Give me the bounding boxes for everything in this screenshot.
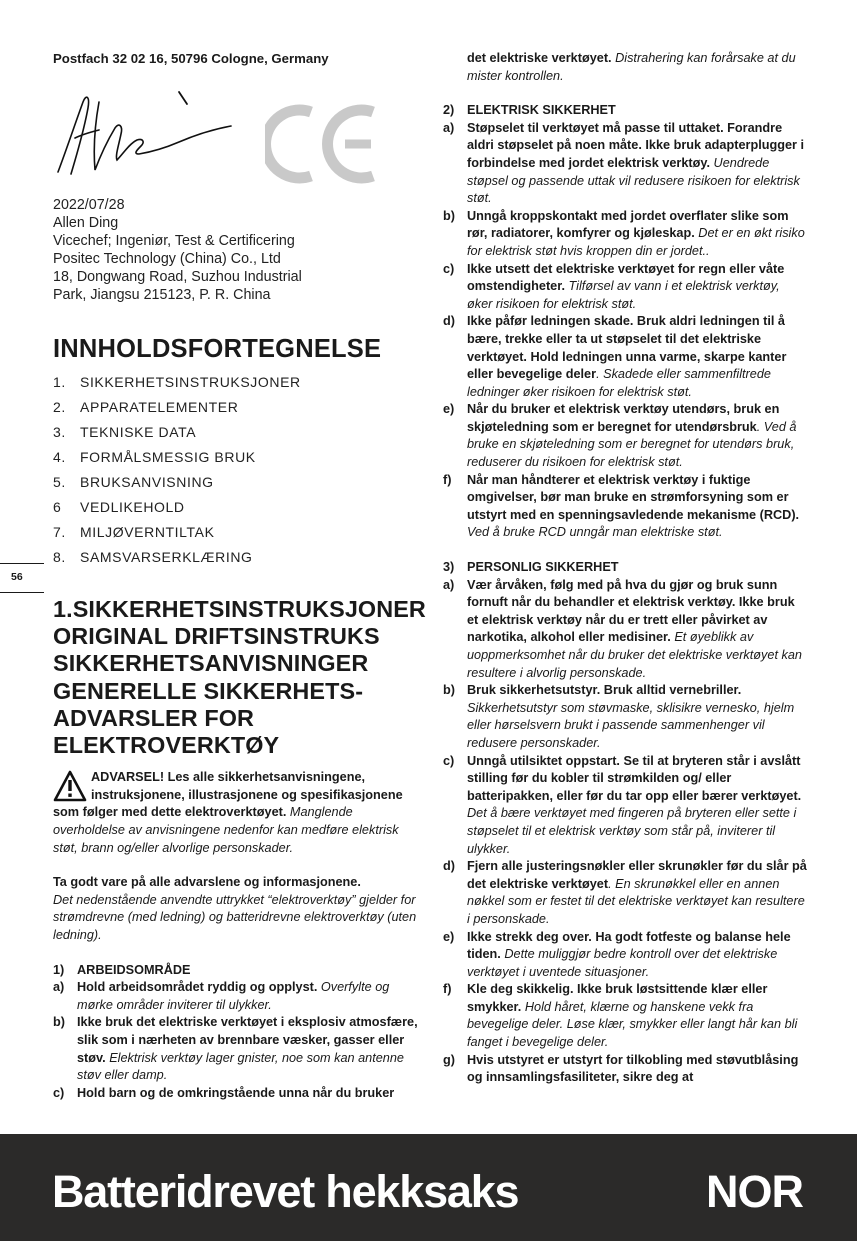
item-bold-text: Ikke påfør ledningen skade. Bruk aldri ledningen til å bære, trekke eller ta ut støpselet til det elektriske verktøyet. Hold ledningen unna varme, skarpe kanter eller bevegelige deler — [467, 314, 787, 382]
list-item — [443, 472, 808, 542]
item-bold-text: Ikke bruk det elektriske verktøyet i eksplosiv atmosfære, slik som i nærheten av brennbare væsker, gasser eller støv. — [77, 1015, 418, 1065]
list-item — [443, 753, 808, 859]
list-item — [443, 858, 808, 928]
toc-item — [53, 420, 418, 445]
toc-item-label: TEKNISKE DATA — [80, 424, 197, 440]
item-bold-text: Hold barn og de omkringstående unna når du bruker — [77, 1085, 395, 1100]
section-heading — [53, 962, 418, 980]
item-bold-text: Ikke utsett det elektriske verktøyet for regn eller våte omstendigheter. — [467, 261, 785, 294]
item-label: c) — [53, 1085, 65, 1100]
declarant-block — [53, 196, 418, 304]
toc-list — [53, 370, 418, 570]
safety-section-title — [53, 596, 426, 759]
item-bold-text: Bruk sikkerhetsutstyr. Bruk alltid vernebriller. — [467, 683, 742, 698]
section-title-line: 1.SIKKERHETSINSTRUKSJONER — [53, 596, 426, 622]
item-italic-text: Sikkerhetsutstyr som støvmaske, sklisikre vernesko, hjelm eller hørselsvern brukt i passende sammenhenger vil redusere personskader. — [467, 700, 795, 750]
manufacturer-address: Postfach 32 02 16, 50796 Cologne, Germany — [53, 51, 329, 66]
toc-item-number: 3. — [53, 424, 66, 440]
declarant-role: Vicechef; Ingeniør, Test & Certificering — [53, 233, 295, 249]
item-bold-text: Når man håndterer et elektrisk verktøy i fuktige omgivelser, bør man bruke en strømforsyning som er utstyrt med en spenningsavledende mekanisme (RCD). — [467, 472, 800, 522]
item-label: e) — [443, 402, 455, 417]
section-electrical-safety — [443, 102, 808, 542]
item-italic-text: Hold håret, klærne og hanskene vekk fra bevegelige deler. Løse klær, smykker eller langt hår kan bli fanget i bevegelige deler. — [467, 999, 798, 1050]
toc-item — [53, 520, 418, 545]
section-heading — [443, 102, 808, 120]
toc-item — [53, 370, 418, 395]
signature-image — [53, 84, 243, 184]
section-personal-safety — [443, 559, 808, 1087]
page-number: 56 — [11, 571, 23, 583]
ce-mark-icon — [265, 98, 385, 188]
item-label: g) — [443, 1052, 455, 1067]
item-italic-text: Et øyeblikk av uoppmerksomhet når du bruker det elektriske verktøyet kan resultere i alvorlig personskade. — [467, 630, 802, 680]
language-code: NOR — [706, 1166, 803, 1217]
list-item — [53, 1085, 418, 1103]
item-bold-text: Kle deg skikkelig. Ikke bruk løstsittende klær eller smykker. — [467, 982, 768, 1014]
item-italic-text: Distrahering kan forårsake at du mister kontrollen. — [467, 51, 796, 83]
section-title: ELEKTRISK SIKKERHET — [467, 103, 616, 118]
item-italic-text: Uendrede støpsel og passende uttak vil redusere risikoen for elektrisk støt. — [467, 155, 800, 206]
list-item — [53, 979, 418, 1014]
toc-item-label: FORMÅLSMESSIG BRUK — [80, 449, 256, 465]
list-item — [443, 682, 808, 752]
section-title-line: ADVARSLER FOR — [53, 704, 254, 731]
general-warning — [53, 769, 418, 857]
keep-bold-text: Ta godt vare på alle advarslene og informasjonene. — [53, 875, 361, 890]
declaration-date: 2022/07/28 — [53, 197, 125, 213]
section-title-line: ORIGINAL DRIFTSINSTRUKS — [53, 623, 380, 650]
list-item — [443, 208, 808, 261]
section-number: 3) — [443, 560, 455, 575]
toc-item-label: BRUKSANVISNING — [80, 474, 214, 490]
section-title: ARBEIDSOMRÅDE — [77, 962, 191, 977]
item-bold-text: Unngå utilsiktet oppstart. Se til at bryteren står i avslått stilling før du kobler til strømkilden og/ eller batteripakken, eller før du tar opp eller bærer verktøyet. — [467, 753, 802, 803]
toc-item-number: 4. — [53, 449, 66, 465]
list-item — [443, 401, 808, 471]
toc-item-label: APPARATELEMENTER — [80, 399, 239, 415]
item-bold-text: Ikke strekk deg over. Ha godt fotfeste og balanse hele tiden. — [467, 929, 791, 962]
list-item — [443, 261, 808, 314]
toc-item-number: 6 — [53, 499, 62, 515]
item-italic-text: Det er en økt risiko for elektrisk støt hvis kroppen din er jordet.. — [467, 226, 805, 258]
item-italic-text: Dette muliggjør bedre kontroll over det elektriske verktøyet i uventede situasjoner. — [467, 947, 778, 979]
item-label: c) — [443, 753, 455, 768]
signature-row — [53, 76, 418, 186]
section-work-area — [53, 962, 418, 1103]
item-bold-text: Hvis utstyret er utstyrt for tilkobling med støvutblåsing og innsamlingsfasiliteter, sikre deg at — [467, 1052, 799, 1085]
list-item — [443, 313, 808, 401]
toc-item — [53, 445, 418, 470]
item-label: e) — [443, 929, 455, 944]
item-italic-text: Elektrisk verktøy lager gnister, noe som kan antenne støv eller damp. — [77, 1050, 404, 1083]
item-label: d) — [443, 314, 455, 329]
item-label: b) — [443, 208, 455, 223]
section-number: 1) — [53, 962, 65, 977]
product-name: Batteridrevet hekksaks — [52, 1166, 519, 1217]
toc-item-label: VEDLIKEHOLD — [80, 499, 185, 515]
item-italic-text: Tilførsel av vann i et elektrisk verktøy, øker risikoen for elektrisk støt. — [467, 279, 780, 311]
section-heading — [443, 559, 808, 577]
item-bold-text: det elektriske verktøyet. — [467, 51, 612, 65]
list-item — [443, 929, 808, 982]
section-title-line: SIKKERHETSANVISNINGER — [53, 650, 369, 677]
item-italic-text: . En skrunøkkel eller en annen nøkkel som er festet til det elektriske verktøyet kan resultere i personskade. — [467, 876, 805, 926]
toc-item-number: 7. — [53, 524, 66, 540]
toc-item-number: 8. — [53, 549, 66, 565]
toc-item-label: SAMSVARSERKLÆRING — [80, 549, 253, 565]
list-item — [53, 1014, 418, 1084]
left-column — [53, 50, 426, 1102]
list-item — [443, 981, 808, 1051]
footer-bar — [0, 1134, 857, 1241]
toc-item-number: 1. — [53, 374, 66, 390]
warning-bold-text: ADVARSEL! Les alle sikkerhetsanvisningene, instruksjonene, illustrasjonene og spesifikasjonene som følger med dette elektroverktøyet. — [53, 770, 403, 820]
item-bold-text: Vær årvåken, følg med på hva du gjør og bruk sunn fornuft når du behandler et elektrisk verktøy. Ikke bruk et elektrisk verktøy når du er trett eller påvirket av narkotika, alkohol eller medisiner. — [467, 577, 795, 645]
item-label: b) — [443, 683, 455, 698]
section-title-line: ELEKTROVERKTØY — [53, 732, 280, 759]
list-item — [443, 1052, 808, 1087]
toc-item-label: MILJØVERNTILTAK — [80, 524, 215, 540]
item-label: f) — [443, 982, 452, 997]
declarant-name: Allen Ding — [53, 215, 119, 231]
item-italic-text: Det å bære verktøyet med fingeren på bryteren eller sette i støpselet til et elektrisk verktøy som står på, inviterer til ulykker. — [467, 806, 797, 856]
toc-item — [53, 545, 418, 570]
item-bold-text: Fjern alle justeringsnøkler eller skrunøkler før du slår på det elektriske verktøyet — [467, 859, 807, 891]
item-bold-text: Støpselet til verktøyet må passe til uttaket. Forandre aldri støpselet på noen måte. Ikke bruk adapterplugger i forbindelse med jordet elektrisk verktøy. — [467, 120, 805, 170]
company-street: 18, Dongwang Road, Suzhou Industrial — [53, 269, 302, 285]
company-name: Positec Technology (China) Co., Ltd — [53, 251, 281, 267]
section-number: 2) — [443, 103, 455, 118]
section-title-line: GENERELLE SIKKERHETS- — [53, 677, 364, 704]
right-column — [443, 50, 808, 1087]
item-label: a) — [443, 577, 455, 592]
keep-italic-text: Det nedenstående anvendte uttrykket “elektroverktøy” gjelder for strømdrevne (med ledning) og batteridrevne elektroverktøy (uten ledning). — [53, 892, 417, 942]
item-italic-text: . Skadede eller sammenfiltrede ledninger øker risikoen for elektrisk støt. — [467, 367, 771, 399]
list-item — [443, 577, 808, 683]
item-italic-text: Ved å bruke RCD unngår man elektriske støt. — [467, 525, 723, 540]
item-label: a) — [443, 120, 455, 135]
toc-item — [53, 395, 418, 420]
item-bold-text: Når du bruker et elektrisk verktøy utendørs, bruk en skjøteledning som er beregnet for utendørsbruk — [467, 402, 780, 434]
item-label: d) — [443, 859, 455, 874]
toc-item — [53, 495, 418, 520]
warning-italic-text: Manglende overholdelse av anvisningene nedenfor kan medføre elektrisk støt, brann og/eller alvorlige personskader. — [53, 805, 399, 855]
item-bold-text: Unngå kroppskontakt med jordet overflater slike som rør, radiatorer, komfyrer og kjøleskap. — [467, 208, 789, 241]
item-italic-text: Overfylte og mørke områder inviterer til ulykker. — [77, 980, 390, 1012]
item-italic-text: . Ved å bruke en skjøteledning som er beregnet for utendørs bruk, reduserer du risikoen for elektrisk støt. — [467, 419, 797, 470]
item-label: f) — [443, 472, 452, 487]
page-number-tab — [0, 563, 44, 593]
toc-item-number: 2. — [53, 399, 66, 415]
section-title: PERSONLIG SIKKERHET — [467, 560, 619, 575]
list-item — [443, 120, 808, 208]
toc-item-number: 5. — [53, 474, 66, 490]
toc-item-label: SIKKERHETSINSTRUKSJONER — [80, 374, 301, 390]
toc-item — [53, 470, 418, 495]
company-city: Park, Jiangsu 215123, P. R. China — [53, 287, 271, 303]
item-label: a) — [53, 980, 65, 995]
item-label: c) — [443, 261, 455, 276]
item-bold-text: Hold arbeidsområdet ryddig og opplyst. — [77, 980, 318, 995]
toc-title: INNHOLDSFORTEGNELSE — [53, 335, 382, 363]
keep-instructions — [53, 874, 418, 944]
warning-triangle-icon — [53, 770, 87, 802]
item-label: b) — [53, 1015, 65, 1030]
list-item-continued — [443, 50, 808, 85]
